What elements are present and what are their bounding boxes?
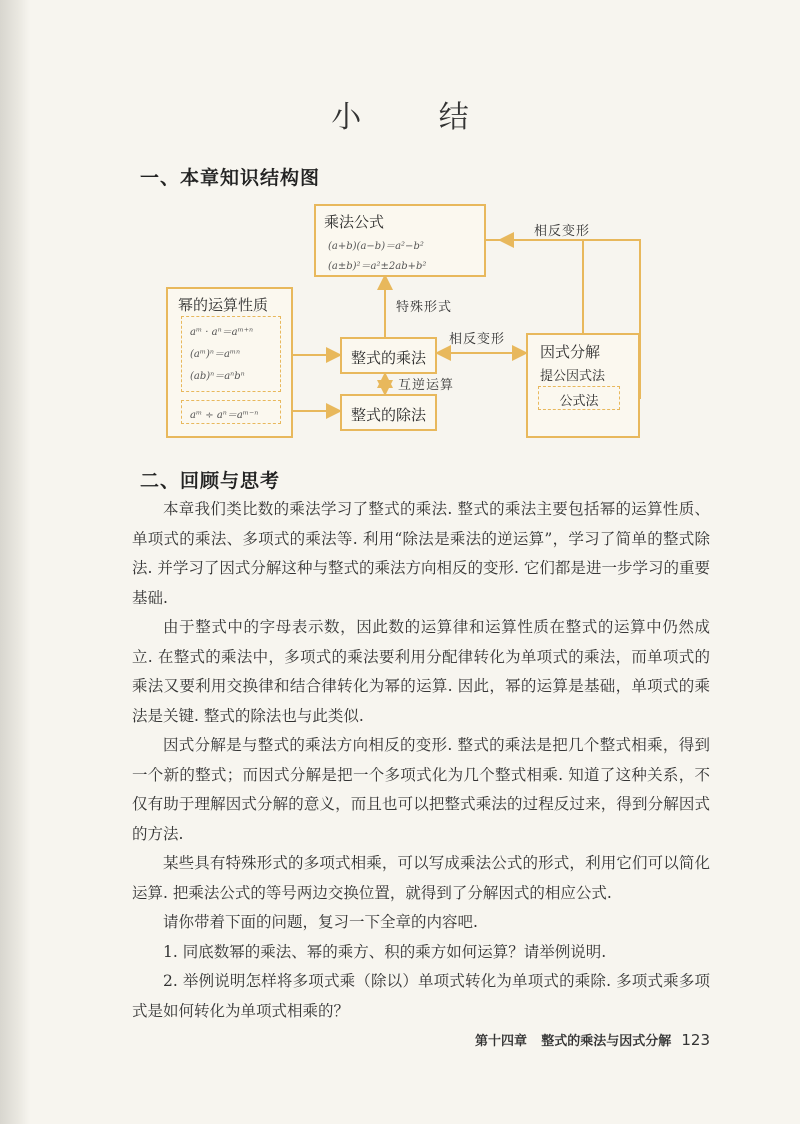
section-heading-structure: 一、本章知识结构图 bbox=[140, 167, 321, 189]
formula-perfect-square: (a±b)²＝a²±2ab+b² bbox=[328, 261, 427, 272]
polynomial-division-box bbox=[340, 394, 437, 431]
paragraph-4: 某些具有特殊形式的多项式相乘，可以写成乘法公式的形式，利用它们可以简化运算. 把乘法公式的等号两边交换位置，就得到了分解因式的相应公式. bbox=[132, 854, 710, 902]
power-box-title: 幂的运算性质 bbox=[178, 296, 269, 314]
formula-product-of-powers: aᵐ · aⁿ＝aᵐ⁺ⁿ bbox=[190, 327, 254, 338]
formula-quotient-of-powers: aᵐ ÷ aⁿ＝aᵐ⁻ⁿ bbox=[190, 410, 259, 421]
arrow-factor-to-formula bbox=[500, 240, 583, 333]
paragraph-5: 请你带着下面的问题，复习一下全章的内容吧. bbox=[163, 913, 478, 931]
div-box-label: 整式的除法 bbox=[350, 406, 426, 424]
label-inverse-top: 相反变形 bbox=[534, 224, 591, 239]
question-2: 2. 举例说明怎样将多项式乘（除以）单项式转化为单项式的乘除. 多项式乘多项式是如何转化为单项式相乘的？ bbox=[132, 972, 710, 1020]
page-title: 小 结 bbox=[331, 100, 503, 135]
label-inverse-mid: 相反变形 bbox=[449, 332, 506, 347]
page-binding-edge bbox=[0, 0, 30, 1124]
formula-difference-of-squares: (a+b)(a−b)＝a²−b² bbox=[328, 241, 424, 252]
section-heading-review: 二、回顾与思考 bbox=[140, 470, 281, 492]
factor-box-title: 因式分解 bbox=[540, 343, 601, 361]
formula-box bbox=[314, 204, 486, 277]
factor-method-formula: 公式法 bbox=[559, 394, 599, 409]
footer-chapter-title: 整式的乘法与因式分解 bbox=[541, 1034, 672, 1049]
review-body bbox=[132, 495, 710, 1026]
power-properties-box bbox=[166, 287, 293, 438]
label-mutual-inverse: 互逆运算 bbox=[398, 378, 455, 393]
paragraph-3: 因式分解是与整式的乘法方向相反的变形. 整式的乘法是把几个整式相乘，得到一个新的整式；而因式分解是把一个多项式化为几个整式相乘. 知道了这种关系，不仅有助于理解因式分解的意义，而且也可以把整式乘法的过程反过来，得到分解因式的方法. bbox=[132, 736, 710, 843]
formula-power-of-power: (aᵐ)ⁿ＝aᵐⁿ bbox=[190, 349, 241, 360]
factorization-box bbox=[526, 333, 640, 438]
page-number: 123 bbox=[681, 1031, 710, 1049]
label-special-form: 特殊形式 bbox=[396, 300, 453, 315]
paragraph-1: 本章我们类比数的乘法学习了整式的乘法. 整式的乘法主要包括幂的运算性质、单项式的乘法、多项式的乘法等. 利用“除法是乘法的逆运算”，学习了简单的整式除法. 并学习了因式分解这种与整式的乘法方向相反的变形. 它们都是进一步学习的重要基础. bbox=[132, 500, 710, 607]
power-formulas-group bbox=[181, 316, 281, 392]
paragraph-2: 由于整式中的字母表示数，因此数的运算律和运算性质在整式的运算中仍然成立. 在整式的乘法中，多项式的乘法要利用分配律转化为单项式的乘法，而单项式的乘法又要利用交换律和结合律转化为幂的运算. 因此，幂的运算是基础，单项式的乘法是关键. 整式的除法也与此类似. bbox=[132, 618, 710, 725]
formula-box-title: 乘法公式 bbox=[324, 213, 385, 231]
formula-power-of-product: (ab)ⁿ＝aⁿbⁿ bbox=[190, 371, 245, 382]
mult-box-label: 整式的乘法 bbox=[350, 349, 426, 367]
power-division-group bbox=[181, 400, 281, 424]
footer-chapter: 第十四章 bbox=[475, 1034, 528, 1049]
question-1: 1. 同底数幂的乘法、幂的乘方、积的乘方如何运算？请举例说明. bbox=[163, 942, 607, 961]
factor-method-common: 提公因式法 bbox=[540, 369, 606, 384]
factor-method-formula-group bbox=[538, 386, 620, 410]
polynomial-multiplication-box bbox=[340, 337, 437, 374]
page-footer bbox=[475, 1030, 710, 1049]
